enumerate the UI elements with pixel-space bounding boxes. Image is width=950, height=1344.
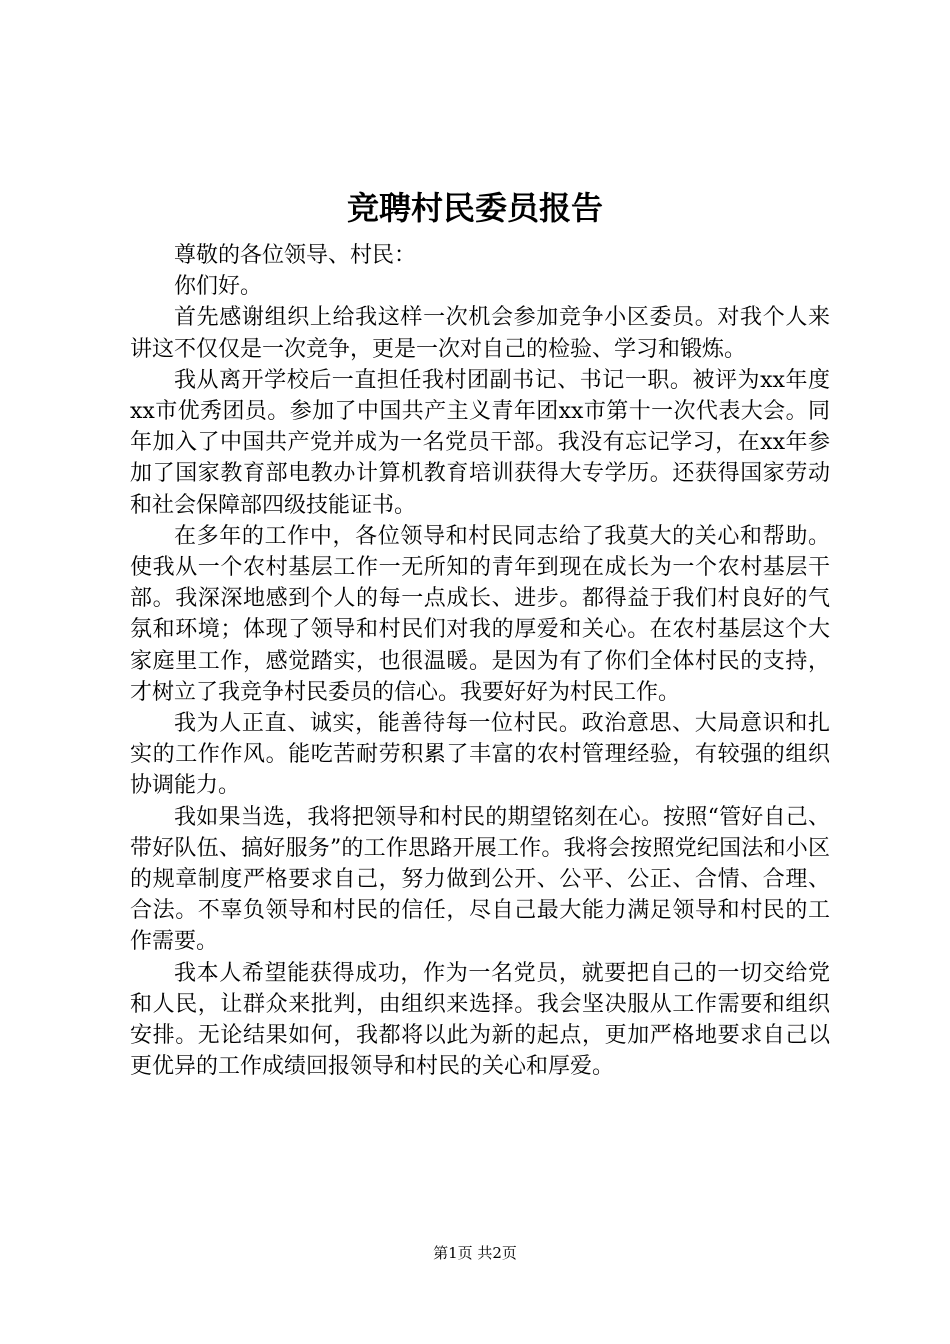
- document-title: 竞聘村民委员报告: [346, 189, 603, 227]
- paragraph: 首先感谢组织上给我这样一次机会参加竞争小区委员。对我个人来讲这不仅仅是一次竞争，更是一次对自己的检验、学习和锻炼。: [130, 305, 830, 362]
- paragraph: 我本人希望能获得成功，作为一名党员，就要把自己的一切交给党和人民，让群众来批判，由组织来选择。我会坚决服从工作需要和组织安排。无论结果如何，我都将以此为新的起点，更加严格地要求自己以更优异的工作成绩回报领导和村民的关心和厚爱。: [130, 960, 830, 1080]
- greeting: 你们好。: [174, 274, 263, 300]
- page-number-footer: 第1页 共2页: [433, 1244, 517, 1262]
- salutation: 尊敬的各位领导、村民：: [174, 243, 417, 268]
- paragraph: 我如果当选，我将把领导和村民的期望铭刻在心。按照“管好自己、带好队伍、搞好服务”的工作思路开展工作。我将会按照党纪国法和小区的规章制度严格要求自己，努力做到公开、公平、公正、合情、合理、合法。不辜负领导和村民的信任，尽自己最大能力满足领导和村民的工作需要。: [130, 804, 830, 955]
- document-body: [130, 240, 830, 1082]
- paragraph: 我从离开学校后一直担任我村团副书记、书记一职。被评为xx年度xx市优秀团员。参加了中国共产主义青年团xx市第十一次代表大会。同年加入了中国共产党并成为一名党员干部。我没有忘记学习，在xx年参加了国家教育部电教办计算机教育培训获得大专学历。还获得国家劳动和社会保障部四级技能证书。: [130, 367, 830, 518]
- paragraph: 在多年的工作中，各位领导和村民同志给了我莫大的关心和帮助。使我从一个农村基层工作一无所知的青年到现在成长为一个农村基层干部。我深深地感到个人的每一点成长、进步。都得益于我们村良好的气氛和环境；体现了领导和村民们对我的厚爱和关心。在农村基层这个大家庭里工作，感觉踏实，也很温暖。是因为有了你们全体村民的支持，才树立了我竞争村民委员的信心。我要好好为村民工作。: [130, 523, 830, 705]
- paragraph: 我为人正直、诚实，能善待每一位村民。政治意思、大局意识和扎实的工作作风。能吃苦耐劳积累了丰富的农村管理经验，有较强的组织协调能力。: [130, 711, 830, 799]
